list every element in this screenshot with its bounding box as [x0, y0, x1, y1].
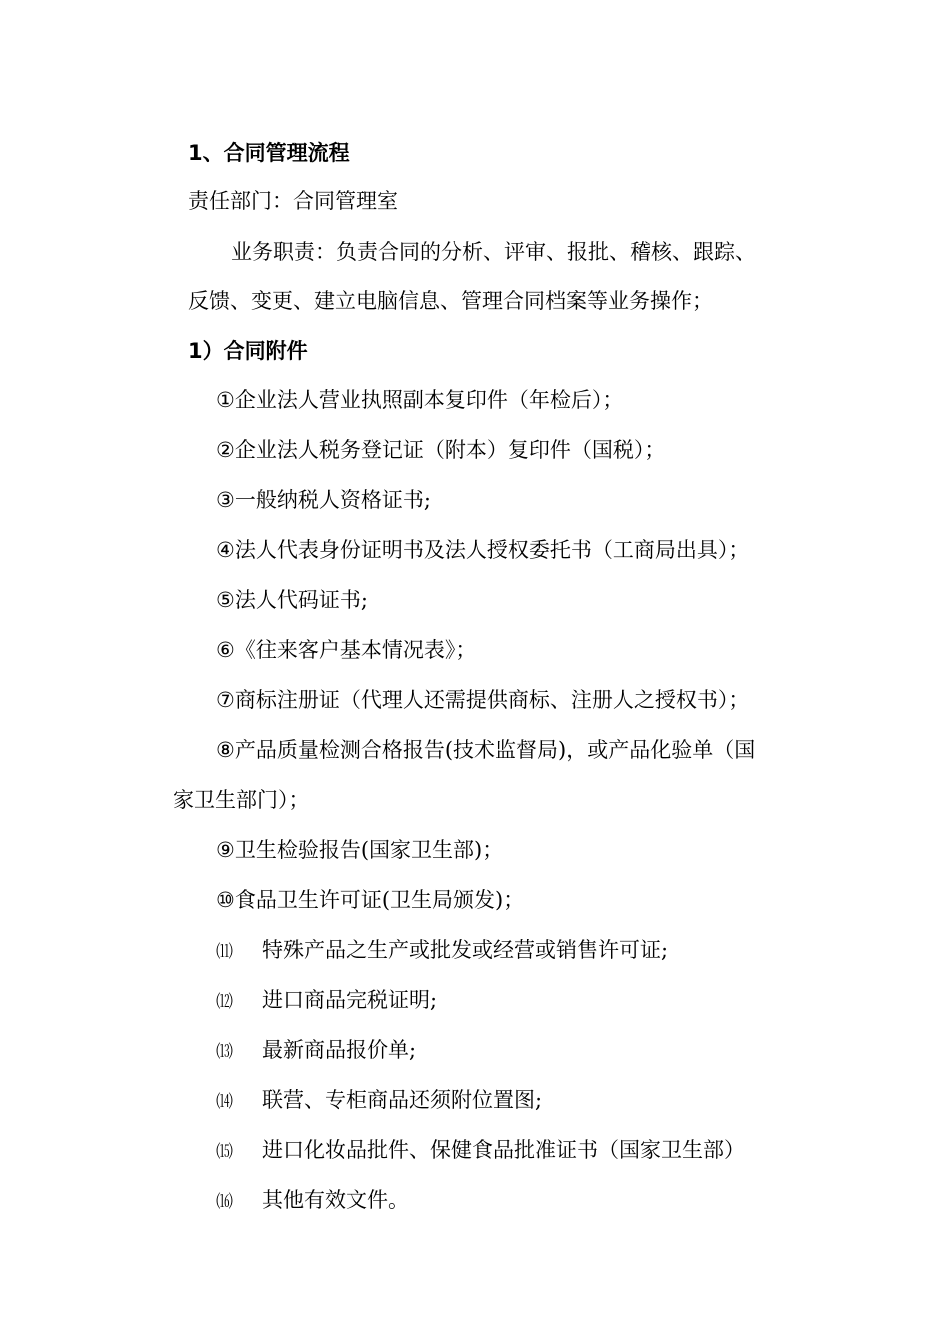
list-item-text: 卫生检验报告(国家卫生部)； — [234, 838, 504, 862]
list-item — [216, 1086, 542, 1116]
duties-line-1: 业务职责：负责合同的分析、评审、报批、稽核、跟踪、 — [231, 240, 756, 264]
list-item — [216, 1186, 409, 1216]
list-item-text: 进口化妆品批件、保健食品批准证书（国家卫生部） — [262, 1138, 745, 1162]
duties-line-2: 反馈、变更、建立电脑信息、管理合同档案等业务操作； — [188, 289, 713, 313]
list-item-text: 最新商品报价单; — [262, 1038, 417, 1062]
list-item-text: 其他有效文件。 — [262, 1188, 409, 1212]
list-item-text: 法人代码证书; — [234, 588, 368, 612]
list-item-marker: ⒀ — [216, 1042, 233, 1062]
list-item — [216, 936, 668, 966]
list-item-marker: ⑩ — [216, 888, 235, 912]
list-item — [216, 1136, 745, 1166]
list-item — [216, 536, 749, 564]
list-item-marker: ⑿ — [216, 992, 233, 1012]
list-item — [216, 636, 476, 664]
list-item — [216, 486, 431, 514]
list-item — [216, 686, 749, 714]
list-item-marker: ② — [216, 438, 235, 462]
list-item-text: 产品质量检测合格报告(技术监督局)，或产品化验单（国 — [234, 738, 756, 762]
attachments-subheading: 1）合同附件 — [188, 339, 308, 363]
section-heading: 1、合同管理流程 — [188, 141, 350, 165]
list-item-marker: ⑾ — [216, 942, 233, 962]
list-item — [216, 836, 503, 864]
list-item-marker: ⑦ — [216, 688, 235, 712]
list-item-marker: ③ — [216, 488, 235, 512]
department-line: 责任部门：合同管理室 — [188, 189, 398, 213]
list-item — [216, 1036, 416, 1066]
list-item — [216, 586, 368, 614]
list-item-continuation: 家卫生部门）； — [173, 788, 310, 812]
list-item — [216, 886, 524, 914]
list-item-text: 《往来客户基本情况表》； — [234, 638, 477, 662]
list-item-text: 法人代表身份证明书及法人授权委托书（工商局出具）； — [234, 538, 750, 562]
list-item-text: 商标注册证（代理人还需提供商标、注册人之授权书）； — [234, 688, 750, 712]
list-item-marker: ④ — [216, 538, 235, 562]
list-item-marker: ⑥ — [216, 638, 235, 662]
list-item-marker: ⑤ — [216, 588, 235, 612]
list-item-text: 联营、专柜商品还须附位置图; — [262, 1088, 543, 1112]
list-item-text: 特殊产品之生产或批发或经营或销售许可证; — [262, 938, 669, 962]
list-item — [216, 736, 755, 764]
list-item — [216, 436, 665, 464]
list-item-text: 进口商品完税证明; — [262, 988, 438, 1012]
list-item-marker: ⒃ — [216, 1192, 233, 1212]
list-item — [216, 986, 437, 1016]
list-item-text: 企业法人税务登记证（附本）复印件（国税）； — [234, 438, 666, 462]
list-item-marker: ⑧ — [216, 738, 235, 762]
list-item-marker: ① — [216, 388, 235, 412]
list-item-text: 企业法人营业执照副本复印件（年检后）； — [234, 388, 624, 412]
list-item-marker: ⒂ — [216, 1142, 233, 1162]
list-item-text: 一般纳税人资格证书; — [234, 488, 431, 512]
list-item — [216, 386, 623, 414]
list-item-marker: ⒁ — [216, 1092, 233, 1112]
list-item-text: 食品卫生许可证(卫生局颁发)； — [234, 888, 525, 912]
list-item-marker: ⑨ — [216, 838, 235, 862]
